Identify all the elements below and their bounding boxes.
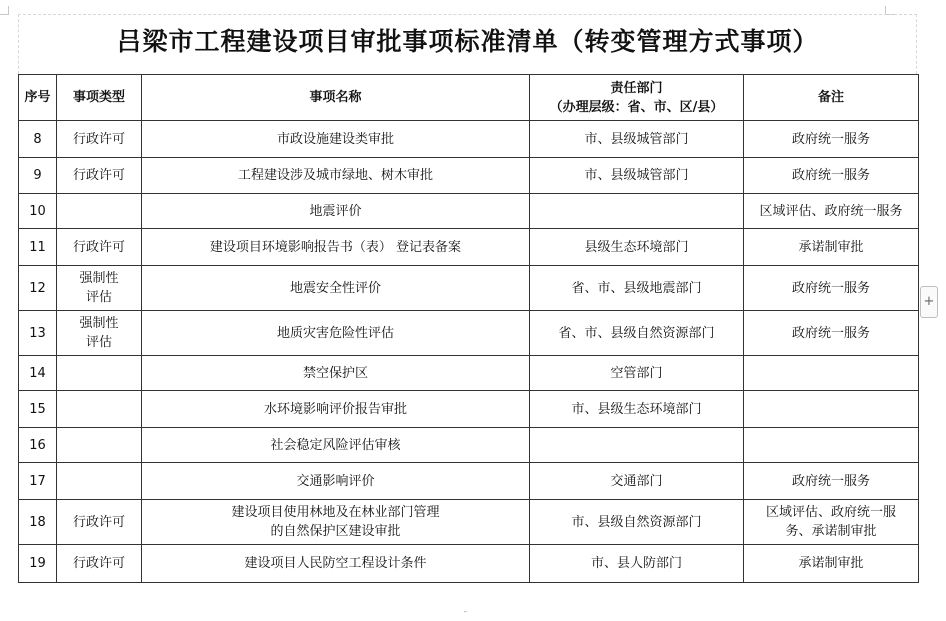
cell-note [744, 356, 919, 391]
table-row [19, 463, 919, 500]
table-row [19, 428, 919, 463]
cell-note-line: 政府统一服务 [791, 473, 870, 489]
cell-type [57, 266, 142, 311]
cell-index: 10 [19, 194, 57, 229]
cell-type [57, 428, 142, 463]
cell-note-line: 政府统一服务 [791, 325, 870, 341]
cell-department [530, 194, 744, 229]
cell-note [744, 311, 919, 356]
cell-type [57, 158, 142, 194]
cell-department: 交通部门 [530, 463, 744, 500]
cell-index: 8 [19, 121, 57, 158]
cell-name-line: 市政设施建设类审批 [276, 131, 394, 147]
cell-note [744, 428, 919, 463]
cell-index: 16 [19, 428, 57, 463]
cell-department: 空管部门 [530, 356, 744, 391]
cell-note-line: 区域评估、政府统一服 [765, 505, 896, 520]
cell-note-line: 务、承诺制审批 [785, 524, 877, 539]
cell-type-line: 行政许可 [72, 514, 125, 530]
header-department-level: （办理层级：省、市、区/县） [549, 99, 724, 115]
cell-name [142, 158, 530, 194]
cell-name [142, 356, 530, 391]
cell-note-line: 承诺制审批 [798, 239, 864, 255]
cell-type-line: 强制性 [79, 316, 119, 331]
table-row [19, 266, 919, 311]
cell-department: 市、县级生态环境部门 [530, 391, 744, 428]
approval-items-table [18, 74, 919, 583]
cell-name [142, 229, 530, 266]
header-name: 事项名称 [142, 75, 530, 121]
header-department [530, 75, 744, 121]
cell-index: 11 [19, 229, 57, 266]
cell-note-line: 区域评估、政府统一服务 [759, 203, 903, 219]
cell-name-line: 建设项目使用林地及在林业部门管理 [231, 505, 440, 520]
page-corner-mark [0, 6, 9, 15]
footer-mark: ˉ [463, 611, 468, 621]
cell-type [57, 463, 142, 500]
header-index: 序号 [19, 75, 57, 121]
header-type: 事项类型 [57, 75, 142, 121]
cell-type-line: 评估 [85, 335, 112, 350]
document-title: 吕梁市工程建设项目审批事项标准清单（转变管理方式事项） [116, 27, 819, 56]
cell-type [57, 545, 142, 583]
cell-type [57, 229, 142, 266]
cell-name [142, 545, 530, 583]
cell-index: 18 [19, 500, 57, 545]
cell-note [744, 266, 919, 311]
cell-note [744, 463, 919, 500]
cell-name-line: 交通影响评价 [296, 473, 375, 489]
cell-type-line: 行政许可 [72, 168, 125, 183]
cell-note-line: 政府统一服务 [791, 280, 870, 296]
cell-type-line: 行政许可 [72, 131, 125, 147]
cell-type [57, 500, 142, 545]
cell-department: 市、县级城管部门 [530, 158, 744, 194]
cell-note [744, 229, 919, 266]
cell-index: 9 [19, 158, 57, 194]
cell-name [142, 266, 530, 311]
cell-index: 15 [19, 391, 57, 428]
cell-type [57, 194, 142, 229]
cell-note [744, 545, 919, 583]
table-header-row [19, 75, 919, 121]
cell-department: 市、县级城管部门 [530, 121, 744, 158]
table-row [19, 194, 919, 229]
cell-name-line: 建设项目环境影响报告书（表） 登记表备案 [209, 239, 462, 255]
cell-name [142, 428, 530, 463]
cell-name-line: 建设项目人民防空工程设计条件 [244, 556, 427, 571]
cell-name [142, 311, 530, 356]
cell-name [142, 500, 530, 545]
cell-note [744, 158, 919, 194]
cell-type-line: 评估 [85, 290, 112, 305]
cell-name-line: 禁空保护区 [302, 365, 368, 381]
cell-type-line: 强制性 [79, 271, 119, 286]
table-row [19, 121, 919, 158]
cell-type [57, 391, 142, 428]
cell-index: 17 [19, 463, 57, 500]
table-row [19, 356, 919, 391]
table-row [19, 229, 919, 266]
cell-name-line: 社会稳定风险评估审核 [270, 437, 401, 453]
cell-name [142, 121, 530, 158]
header-note: 备注 [744, 75, 919, 121]
add-button[interactable]: + [920, 286, 938, 318]
cell-name-line: 工程建设涉及城市绿地、树木审批 [237, 168, 433, 183]
cell-note-line: 政府统一服务 [791, 168, 870, 183]
cell-name-line: 的自然保护区建设审批 [270, 524, 401, 539]
cell-department: 市、县级自然资源部门 [530, 500, 744, 545]
cell-type-line: 行政许可 [72, 556, 125, 571]
header-department-title: 责任部门 [610, 80, 663, 96]
cell-name-line: 地震安全性评价 [289, 280, 381, 296]
cell-name [142, 463, 530, 500]
cell-department: 市、县人防部门 [530, 545, 744, 583]
cell-name-line: 水环境影响评价报告审批 [263, 401, 407, 417]
cell-department [530, 428, 744, 463]
table-row [19, 545, 919, 583]
cell-name [142, 194, 530, 229]
cell-note-line: 政府统一服务 [791, 131, 870, 147]
cell-name-line: 地质灾害危险性评估 [276, 325, 394, 341]
cell-index: 19 [19, 545, 57, 583]
cell-index: 14 [19, 356, 57, 391]
cell-type [57, 121, 142, 158]
cell-index: 12 [19, 266, 57, 311]
cell-type [57, 356, 142, 391]
cell-note [744, 500, 919, 545]
cell-note-line: 承诺制审批 [798, 556, 864, 571]
cell-department: 县级生态环境部门 [530, 229, 744, 266]
cell-note [744, 194, 919, 229]
cell-name-line: 地震评价 [309, 203, 362, 219]
table-row [19, 311, 919, 356]
cell-type-line: 行政许可 [72, 239, 125, 255]
table-row [19, 391, 919, 428]
cell-note [744, 121, 919, 158]
cell-note [744, 391, 919, 428]
cell-department: 省、市、县级地震部门 [530, 266, 744, 311]
table-row [19, 500, 919, 545]
cell-index: 13 [19, 311, 57, 356]
cell-type [57, 311, 142, 356]
cell-name [142, 391, 530, 428]
table-row [19, 158, 919, 194]
cell-department: 省、市、县级自然资源部门 [530, 311, 744, 356]
